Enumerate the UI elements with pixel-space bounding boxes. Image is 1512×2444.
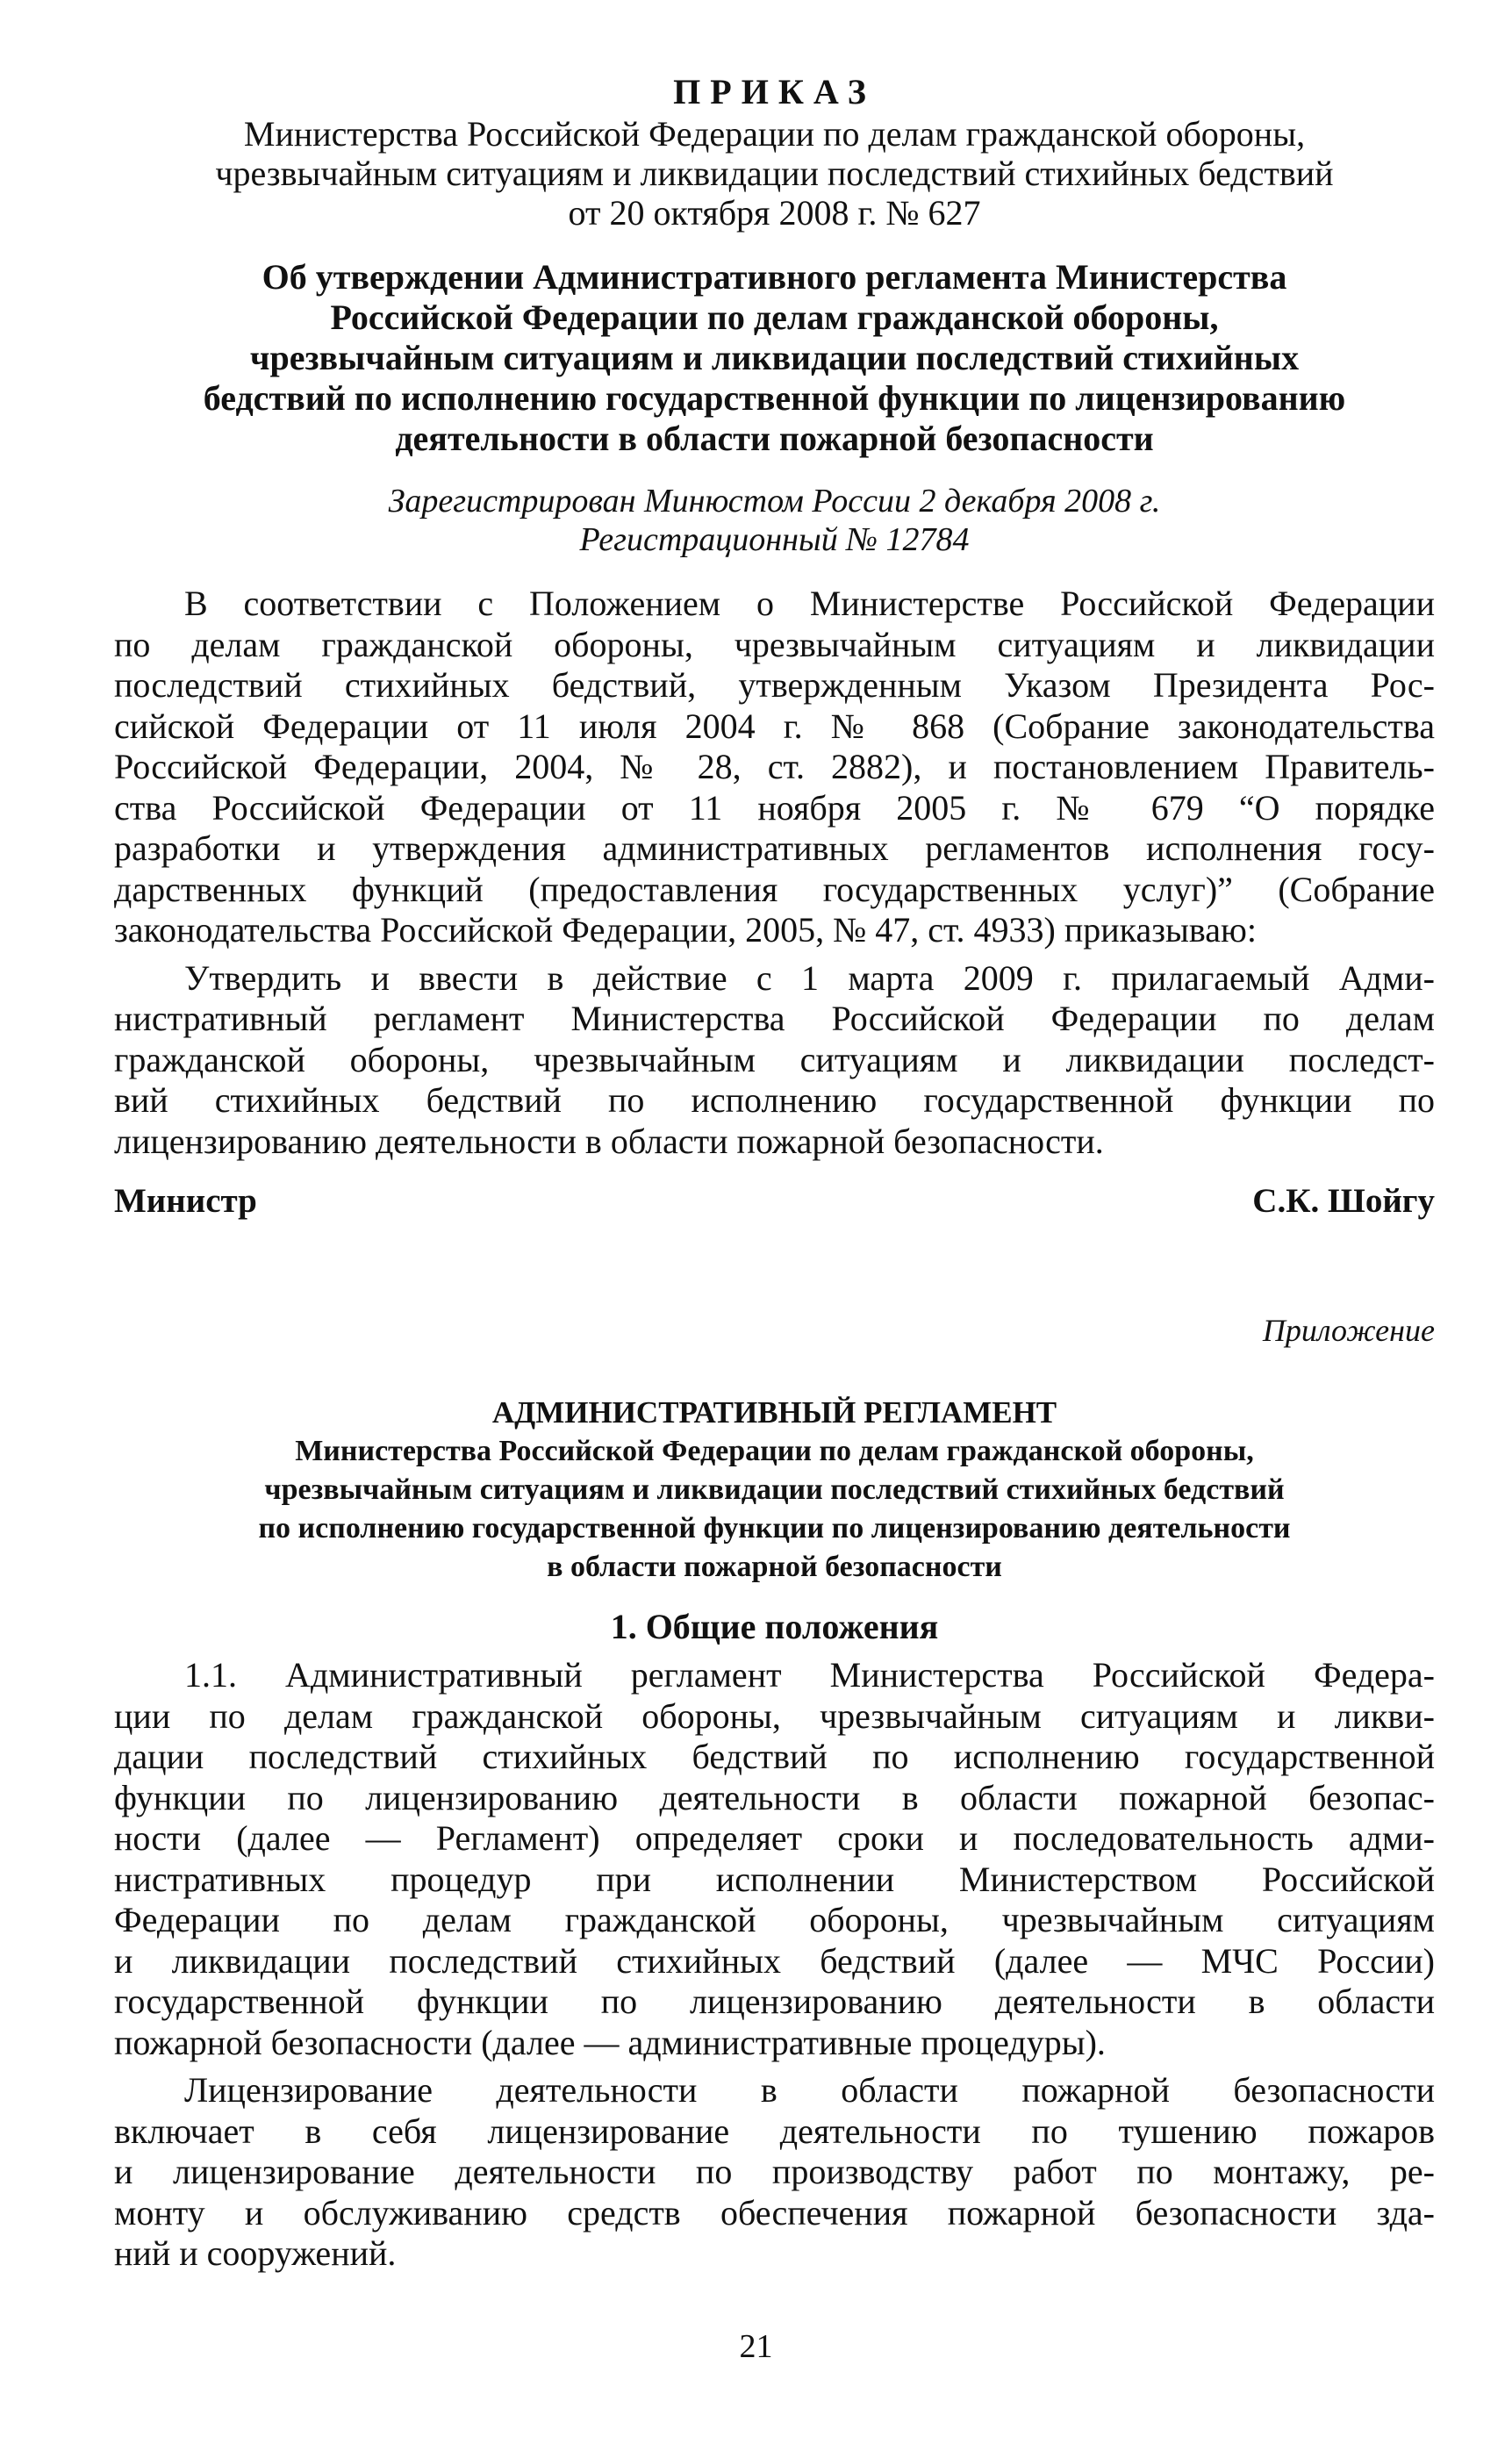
text-line: разработки и утверждения административных регламентов исполнения госу-: [114, 828, 1435, 868]
text-line: законодательства Российской Федерации, 2005, № 47, ст. 4933) приказываю:: [114, 910, 1257, 950]
regulation-title-line: чрезвычайным ситуациям и ликвидации последствий стихийных бедствий: [264, 1473, 1285, 1506]
text-line: и ликвидации последствий стихийных бедствий (далее — МЧС России): [114, 1940, 1435, 1981]
document-type: ПРИКАЗ: [673, 72, 876, 111]
text-line: монту и обслуживанию средств обеспечения пожарной безопасности зда-: [114, 2192, 1435, 2233]
text-line: В соответствии с Положением о Министерстве Российской Федерации: [184, 584, 1435, 623]
text-line: функции по лицензированию деятельности в области пожарной безопас-: [114, 1777, 1435, 1817]
text-line: пожарной безопасности (далее — административные процедуры).: [114, 2022, 1106, 2062]
text-line: ний и сооружений.: [114, 2233, 397, 2273]
text-line: государственной функции по лицензированию деятельности в области: [114, 1982, 1435, 2021]
registration-line: Зарегистрирован Минюстом России 2 декабря 2008 г.: [388, 483, 1161, 520]
issuer-line: чрезвычайным ситуациям и ликвидации последствий стихийных бедствий: [215, 154, 1334, 193]
text-line: и лицензирование деятельности по производству работ по монтажу, ре-: [114, 2152, 1435, 2191]
title-line: Российской Федерации по делам гражданской обороны,: [330, 297, 1219, 337]
preamble-paragraph: [114, 584, 1435, 951]
text-line: последствий стихийных бедствий, утвержденным Указом Президента Рос-: [114, 665, 1435, 705]
regulation-title: [114, 1394, 1435, 1587]
title-line: чрезвычайным ситуациям и ликвидации последствий стихийных: [249, 338, 1300, 377]
text-line: сийской Федерации от 11 июля 2004 г. № 868 (Собрание законодательства: [114, 706, 1435, 746]
appendix-label: Приложение: [1262, 1313, 1435, 1348]
title-line: бедствий по исполнению государственной функции по лицензированию: [203, 378, 1346, 418]
text-line: 1.1. Административный регламент Министерства Российской Федера-: [184, 1655, 1435, 1695]
text-line: дации последствий стихийных бедствий по исполнению государственной: [114, 1737, 1435, 1776]
text-line: ции по делам гражданской обороны, чрезвычайным ситуациям и ликви-: [114, 1695, 1435, 1736]
regulation-title-line: по исполнению государственной функции по лицензированию деятельности: [258, 1512, 1291, 1545]
signatory-name: С.К. Шойгу: [1252, 1182, 1435, 1220]
text-line: Федерации по делам гражданской обороны, чрезвычайным ситуациям: [114, 1900, 1435, 1939]
regulation-title-line: Министерства Российской Федерации по делам гражданской обороны,: [295, 1435, 1254, 1467]
order-date-number: от 20 октября 2008 г. № 627: [568, 193, 981, 233]
text-line: включает в себя лицензирование деятельности по тушению пожаров: [114, 2111, 1435, 2151]
issuer-line: Министерства Российской Федерации по делам гражданской обороны,: [243, 114, 1306, 154]
text-line: вий стихийных бедствий по исполнению государственной функции по: [114, 1080, 1435, 1120]
order-header: [114, 70, 1435, 233]
operative-paragraph: [114, 958, 1435, 1163]
signature-block: [114, 1181, 1435, 1222]
regulation-title-line: в области пожарной безопасности: [547, 1551, 1002, 1583]
text-line: Утвердить и ввести в действие с 1 марта 2009 г. прилагаемый Адми-: [184, 957, 1435, 998]
text-line: гражданской обороны, чрезвычайным ситуациям и ликвидации последст-: [114, 1039, 1435, 1079]
text-line: Лицензирование деятельности в области пожарной безопасности: [184, 2070, 1435, 2110]
order-title: [114, 257, 1435, 459]
document-page: [114, 70, 1435, 2275]
title-line: Об утверждении Административного регламента Министерства: [262, 257, 1287, 297]
title-line: деятельности в области пожарной безопасности: [395, 419, 1154, 458]
text-line: ства Российской Федерации от 11 ноября 2005 г. № 679 “О порядке: [114, 787, 1435, 828]
text-line: нистративных процедур при исполнении Министерством Российской: [114, 1859, 1435, 1899]
text-line: Российской Федерации, 2004, № 28, ст. 2882), и постановлением Правитель-: [114, 747, 1435, 786]
signatory-position: Министр: [114, 1182, 257, 1220]
text-line: дарственных функций (предоставления государственных услуг)” (Собрание: [114, 869, 1435, 909]
clause-1-1: [114, 1655, 1435, 2063]
licensing-scope-paragraph: [114, 2070, 1435, 2275]
text-line: лицензированию деятельности в области пожарной безопасности.: [114, 1121, 1104, 1161]
text-line: ности (далее — Регламент) определяет сроки и последовательность адми-: [114, 1818, 1435, 1858]
text-line: нистративный регламент Министерства Российской Федерации по делам: [114, 999, 1435, 1038]
issuer-block: [114, 114, 1435, 233]
page-number: 21: [739, 2328, 773, 2365]
regulation-heading: АДМИНИСТРАТИВНЫЙ РЕГЛАМЕНТ: [491, 1395, 1057, 1430]
section-title: 1. Общие положения: [610, 1607, 939, 1646]
text-line: по делам гражданской обороны, чрезвычайным ситуациям и ликвидации: [114, 624, 1435, 664]
registration-note: [114, 482, 1435, 559]
registration-line: Регистрационный № 12784: [579, 521, 970, 558]
